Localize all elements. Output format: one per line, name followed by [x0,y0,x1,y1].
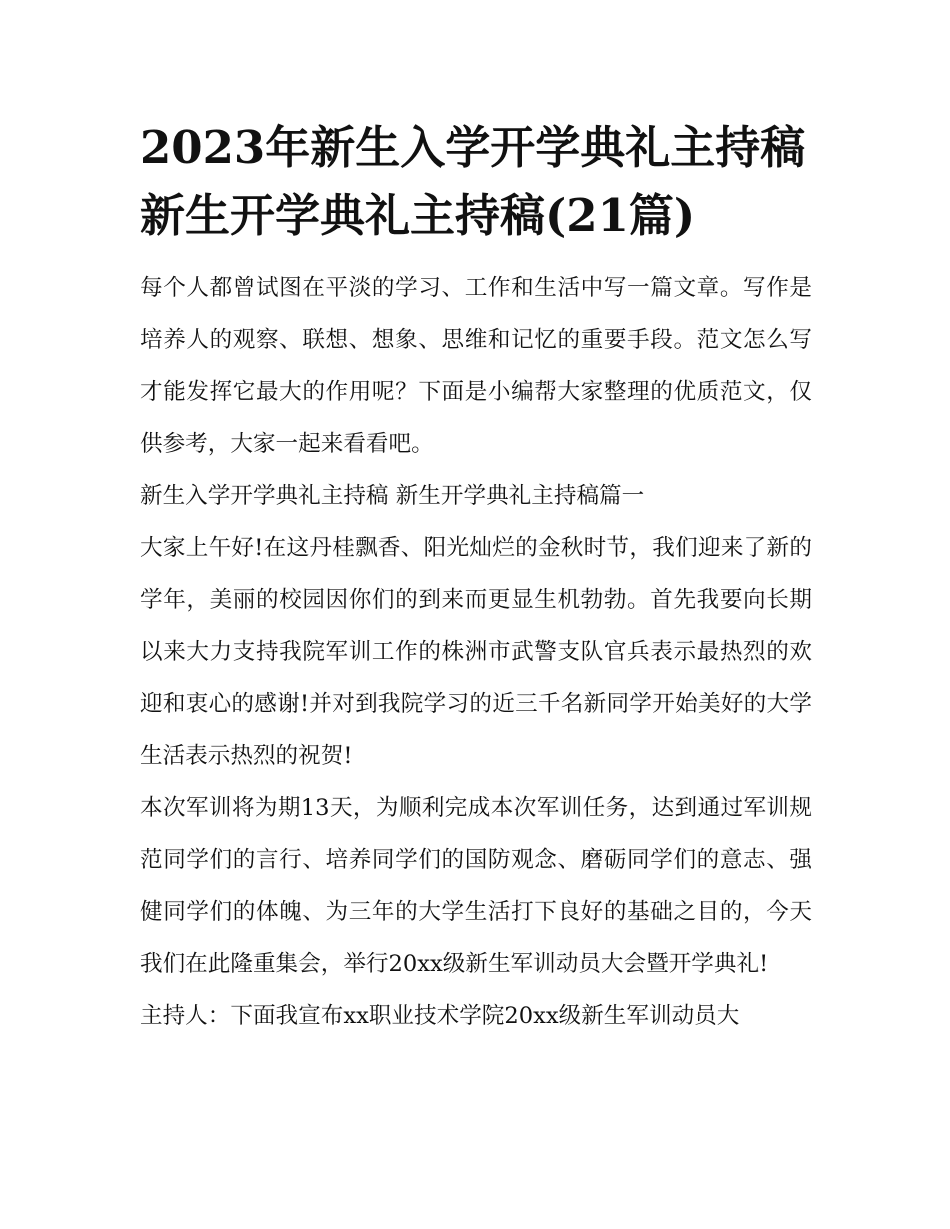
body-paragraph-greeting: 大家上午好!在这丹桂飘香、阳光灿烂的金秋时节，我们迎来了新的学年，美丽的校园因你们的到来而更显生机勃勃。首先我要向长期以来大力支持我院军训工作的株洲市武警支队官兵表示最热烈的欢迎和衷心的感谢!并对到我院学习的近三千名新同学开始美好的大学生活表示热烈的祝贺! [140,535,812,769]
body-paragraph-training: 本次军训将为期13天，为顺利完成本次军训任务，达到通过军训规范同学们的言行、培养同学们的国防观念、磨砺同学们的意志、强健同学们的体魄、为三年的大学生活打下良好的基础之目的，今天我们在此隆重集会，举行20xx级新生军训动员大会暨开学典礼! [140,795,812,977]
body-paragraph-host: 主持人：下面我宣布xx职业技术学院20xx级新生军训动员大 [140,1003,740,1029]
document-title: 2023年新生入学开学典礼主持稿 新生开学典礼主持稿(21篇) [140,121,806,242]
intro-paragraph: 每个人都曾试图在平淡的学习、工作和生活中写一篇文章。写作是培养人的观察、联想、想象、思维和记忆的重要手段。范文怎么写才能发挥它最大的作用呢？下面是小编帮大家整理的优质范文，仅供参考，大家一起来看看吧。 [140,275,812,457]
document-page [140,114,812,1042]
section-heading: 新生入学开学典礼主持稿 新生开学典礼主持稿篇一 [140,483,645,509]
